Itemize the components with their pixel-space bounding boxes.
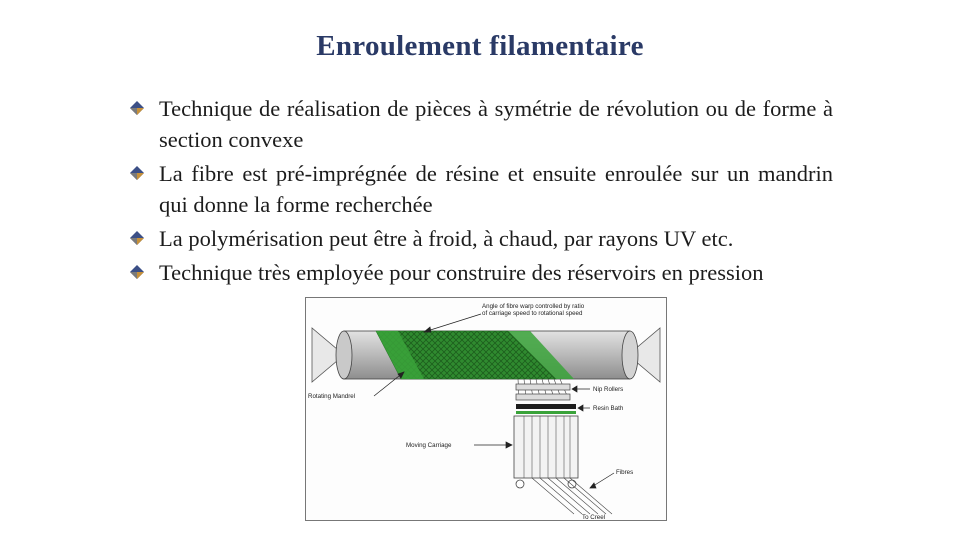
nip-rollers-label: Nip Rollers	[593, 386, 624, 393]
arrow-head-icon	[572, 386, 577, 392]
diamond-bullet-icon	[130, 265, 144, 279]
rotating-mandrel	[336, 331, 638, 379]
arrow-head-icon	[506, 442, 512, 448]
resin-bath-label: Resin Bath	[593, 405, 624, 412]
carriage-wheel	[568, 480, 576, 488]
bullet-text: La polymérisation peut être à froid, à chaud, par rayons UV etc.	[159, 226, 734, 251]
bullet-item	[128, 257, 833, 288]
to-creel-label: To Creel	[582, 514, 606, 520]
bullet-text: La fibre est pré-imprégnée de résine et ensuite enroulée sur un mandrin qui donne la forme recherchée	[159, 161, 833, 217]
nip-rollers	[516, 384, 570, 400]
moving-carriage	[514, 416, 578, 488]
arrow-head-icon	[424, 327, 431, 332]
rotating-mandrel-label: Rotating Mandrel	[308, 393, 356, 400]
carriage-wheel	[516, 480, 524, 488]
resin-bath	[516, 404, 576, 414]
bullet-text: Technique de réalisation de pièces à symétrie de révolution ou de forme à section convexe	[159, 96, 833, 152]
arrow-head-icon	[590, 483, 596, 488]
diamond-bullet-icon	[130, 231, 144, 245]
arrow-head-icon	[578, 405, 583, 411]
bullet-list	[128, 93, 833, 291]
bullet-item	[128, 93, 833, 155]
bullet-item	[128, 223, 833, 254]
leader-line	[424, 314, 481, 332]
diamond-bullet-icon	[130, 101, 144, 115]
fibres-label: Fibres	[616, 469, 634, 476]
bullet-text: Technique très employée pour construire des réservoirs en pression	[159, 260, 764, 285]
diamond-bullet-icon	[130, 166, 144, 180]
diagram-canvas	[306, 298, 666, 520]
angle-label-line1: Angle of fibre warp controlled by ratio	[482, 303, 585, 310]
angle-label-line2: of carriage speed to rotational speed	[482, 310, 583, 317]
bullet-item	[128, 158, 833, 220]
moving-carriage-label: Moving Carriage	[406, 442, 452, 449]
filament-winding-diagram	[305, 297, 667, 521]
slide-title: Enroulement filamentaire	[316, 30, 644, 62]
